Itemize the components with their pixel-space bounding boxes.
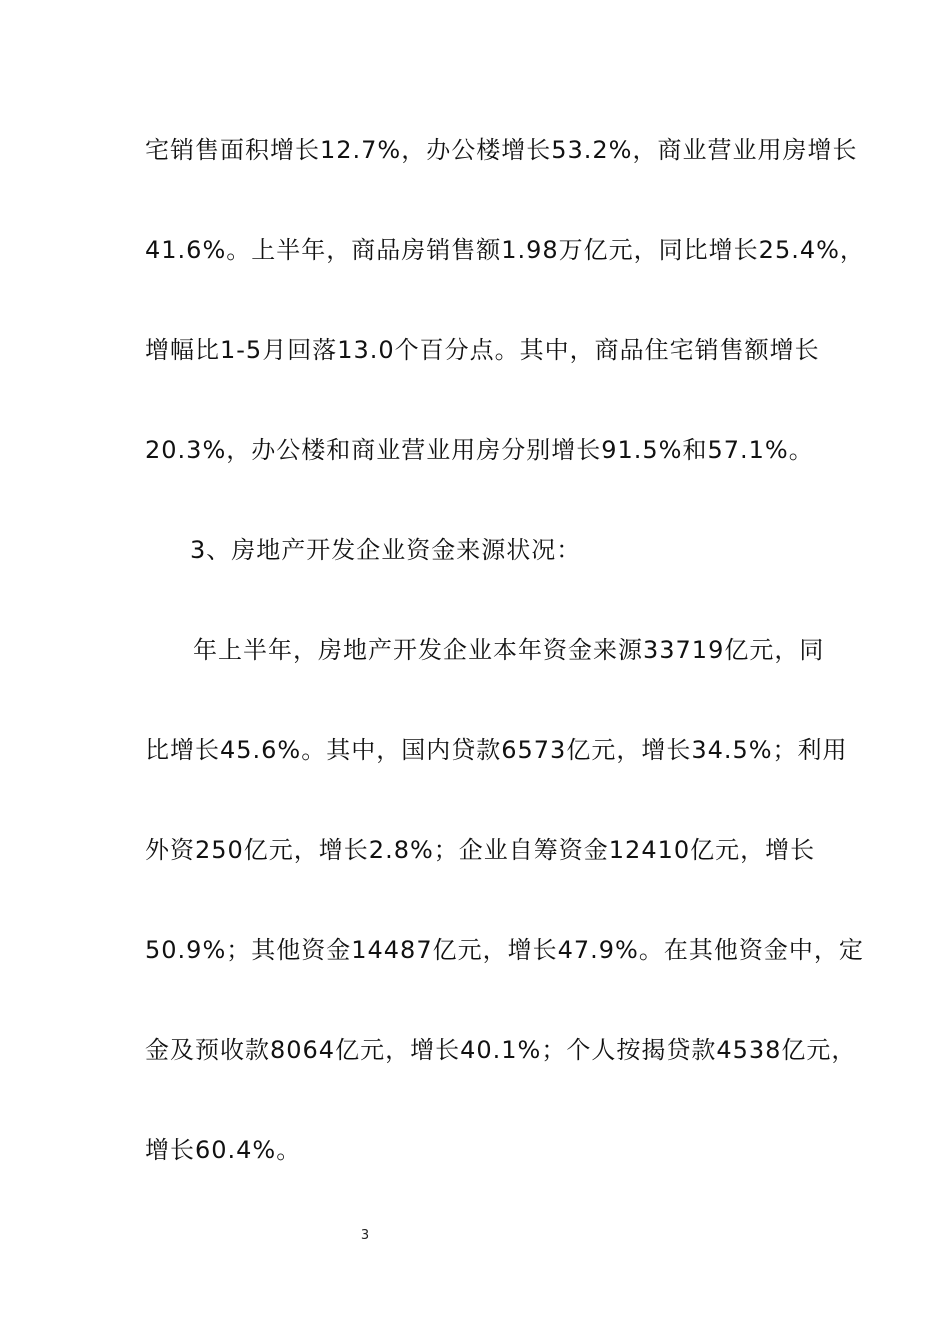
page-number: 3 <box>360 1228 370 1243</box>
paragraph-line: 20.3%，办公楼和商业营业用房分别增长91.5%和57.1%。 <box>145 436 814 464</box>
paragraph-line: 金及预收款8064亿元，增长40.1%；个人按揭贷款4538亿元， <box>145 1036 857 1064</box>
paragraph-line: 年上半年，房地产开发企业本年资金来源33719亿元，同 <box>193 636 825 664</box>
section-heading: 3、房地产开发企业资金来源状况： <box>190 536 582 564</box>
paragraph-line: 50.9%；其他资金14487亿元，增长47.9%。在其他资金中，定 <box>145 936 864 964</box>
paragraph-line: 增幅比1-5月回落13.0个百分点。其中，商品住宅销售额增长 <box>145 336 820 364</box>
paragraph-line: 比增长45.6%。其中，国内贷款6573亿元，增长34.5%；利用 <box>145 736 848 764</box>
paragraph-line: 增长60.4%。 <box>145 1136 302 1164</box>
paragraph-line: 外资250亿元，增长2.8%；企业自筹资金12410亿元，增长 <box>145 836 816 864</box>
paragraph-line: 宅销售面积增长12.7%，办公楼增长53.2%，商业营业用房增长 <box>145 136 858 164</box>
paragraph-line: 41.6%。上半年，商品房销售额1.98万亿元，同比增长25.4%， <box>145 236 865 264</box>
